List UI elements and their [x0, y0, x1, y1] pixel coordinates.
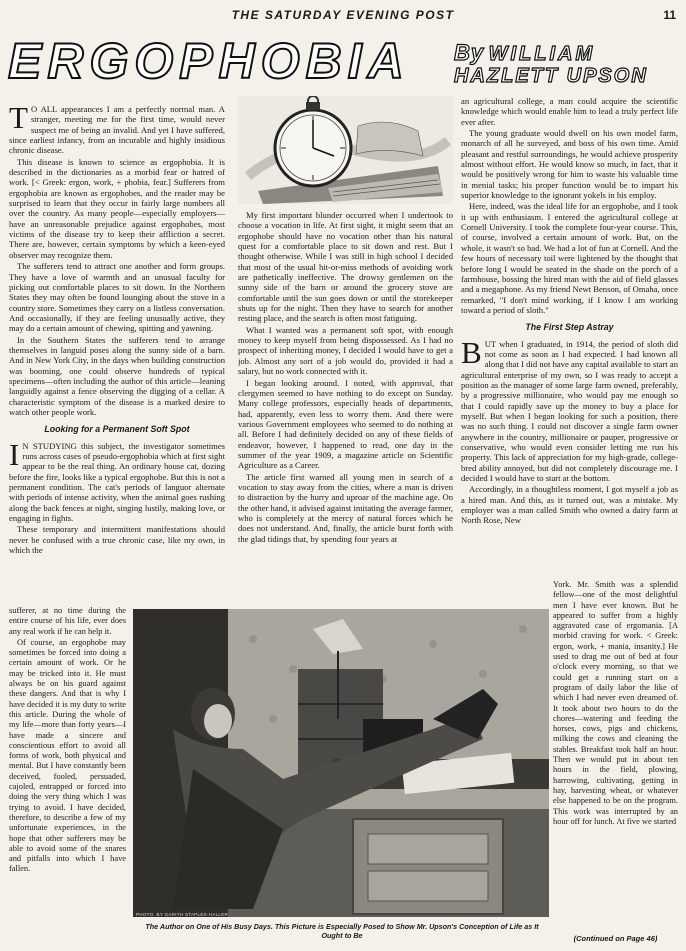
paragraph: What I wanted was a permanent soft spot, with enough money to keep myself from being dispossessed. As I had no prospect of inheriting money, I decided I would have to get a job. Almost any sort of a job would do, provided it had a salary, but no work connected with it.: [238, 324, 453, 377]
author-name-line1: WILLIAM: [488, 43, 596, 65]
publication-name: THE SATURDAY EVENING POST: [231, 8, 455, 22]
photo-caption: The Author on One of His Busy Days. This Picture is Especially Posed to Show Mr. Upson's Conception of Life as It Ought to Be: [145, 922, 539, 940]
column-2: [238, 210, 453, 606]
article-title: ERGOPHOBIA: [8, 33, 410, 89]
drop-cap: T: [9, 104, 28, 135]
paragraph: BUT when I graduated, in 1914, the period of sloth did not come as soon as I had expected. I had known all along that I did not have any capital available to start an agricultural enterprise of my own, so I was ready to accept a position as the manager of some large farm owned, preferably, by a progressive millionaire, who would pay me enough so that I could rapidly save up the money to buy a place for myself. But when I began looking for such a position, there was no such thing. I could not discover a single farm owner anywhere in the country, millionaire or pauper, progressive or conservative, who would even consider letting me run his property. This lack of appreciation for my high-grade, college-bred ability annoyed, but did not completely discourage me. I decided I would have to start at the bottom.: [461, 334, 678, 484]
column-1-lower: [9, 606, 126, 936]
drop-cap: B: [461, 334, 482, 370]
paragraph: York. Mr. Smith was a splendid fellow—one of the most delightful men I have ever known. But he appeared to suffer from a highly aggravated case of ergomania. [A morbid craving for work. < Greek: ergon, work, + mania, insanity.] He used to drag me out of bed at four o'clock every morning, so that we could get a running start on a program of daily labor the like of which I had never even dreamed of. It took about two hours to do the chores—watering and feeding the horses, cows, pigs and chickens, milking the cows and cleaning the stables. Breakfast took half an hour. Then we would put in about ten hours in the field, plowing, harrowing, cultivating, getting in hay, harvesting wheat, or whatever else happened to be on the program. This work was interrupted by an hour off for lunch. At five we started: [553, 580, 678, 826]
paragraph: The article first warned all young men in search of a vocation to stay away from the cities, where a man is driven to distraction by the hurry and uproar of the machine age. On the other hand, it advised against imitating the average farmer, who is completely at the mercy of natural forces which he does not understand. And, finally, the article burst forth with the glad tidings that, by spending four years at: [238, 471, 453, 544]
paragraph: The young graduate would dwell on his own model farm, monarch of all he surveyed, and boss of his own time. Amid pleasant and restful surroundings, he would achieve prosperity almost without effort. He would know so much, in fact, that it would be positively wrong for him to waste his valuable time in menial tasks; his proper function would be to impart his superior knowledge to the ignorant yokels in his employ.: [461, 128, 678, 201]
paragraph: Of course, an ergophobe may sometimes be forced into doing a certain amount of work. Or he may be tricked into it. He must always be on his guard against these dangers. And that is why I have decided it is my duty to write this article. During the whole of my life—more than forty years—I have made a sincere and conscientious effort to avoid all forms of work, both physical and mental. But I have constantly been deceived, fooled, persuaded, cajoled, entrapped or forced into doing the very thing which I was trying to avoid. I have decided, therefore, to describe a few of my unfortunate experiences, in the hope that other sufferers may be able to avoid some of the snares and pitfalls into which I have fallen.: [9, 637, 126, 874]
stopwatch-books-drawing: [238, 96, 453, 204]
paragraph: an agricultural college, a man could acquire the scientific knowledge which would enable him to lead a truly perfect life ever after.: [461, 96, 678, 127]
paragraph: sufferer, at no time during the entire course of his life, ever does any real work if he can help it.: [9, 606, 126, 636]
paragraph: These temporary and intermittent manifestations should never be confused with a true chronic case, like my own, in which the: [9, 524, 225, 556]
column-3-lower: [553, 580, 678, 940]
drop-cap: I: [9, 436, 20, 472]
paragraph: I began looking around. I noted, with approval, that clergymen seemed to have nothing to do except on Sunday. Many college professors, especially heads of departments, had, apparently, even less to worry them. And there were various Government employees who seemed to do nothing at all. Before I had definitely decided on any of these fields of endeavor, however, I happened to read, one day in the summer of the year 1909, a magazine article on Scientific Agriculture as a Career.: [238, 377, 453, 471]
author-at-desk-photo: [133, 609, 549, 917]
byline-by: By: [454, 40, 485, 65]
running-header: [0, 8, 686, 24]
paragraph: The sufferers tend to attract one another and form groups. They have a love of warmth and an unusual faculty for picking out comfortable places to sit down. In the Northern States they may often be found lounging about the stove in a country store. Sometimes they carry on a listless conversation. And occasionally, if they are feeling unusually active, they may do a certain amount of chewing, spitting and yawning.: [9, 261, 225, 334]
author-photograph: [133, 609, 549, 917]
section-subhead: The First Step Astray: [525, 322, 614, 333]
paragraph: I N STUDYING this subject, the investigator sometimes runs across cases of pseudo-ergophobia which at first sight appear to be the real thing. An ordinary house cat, dozing before the fire, looks like a typical ergophobe. But this is not a permanent condition. The cat's periods of languor alternate with periods of intense activity, when the animal goes rushing along the back fences at night, singing lustily, making love, or engaging in fights.: [9, 436, 225, 524]
author-name-line2: HAZLETT UPSON: [454, 65, 648, 87]
stopwatch-illustration: [238, 96, 453, 204]
paragraph: My first important blunder occurred when I undertook to choose a vocation in life. At first sight, it might seem that an ergophobe should have no vocation other than his natural quest for a comfortable place to sit down and rest. But I thought otherwise. While I was still in high school I decided that most of the usual hit-or-miss methods of avoiding work are pathetically ineffective. The drowsy gentlemen on the sunny side of the barn or around the grocery stove are comfortable until the sun goes down or until the storekeeper shuts up for the night. Then they have to search for another resting place, and the search is often most fatiguing.: [238, 210, 453, 324]
paragraph: Accordingly, in a thoughtless moment, I got myself a job as a hired man. And this, as it turned out, was a mistake. My employer was a man called Smith who owned a dairy farm at North Rose, New: [461, 484, 678, 526]
paragraph: T O ALL appearances I am a perfectly normal man. A stranger, meeting me for the first time, would never suspect me of being an invalid. And yet I have suffered, since earliest infancy, from an incurable and highly insidious chronic disease.: [9, 104, 225, 156]
page-number: 11: [663, 8, 676, 22]
paragraph: This disease is known to science as ergophobia. It is described in the dictionaries as a morbid fear or hatred of work. [< Greek: ergon, work, + phobia, fear.] Sufferers from ergophobia are known as ergophobes, and the reader may be surprised to learn that they occur in fairly large numbers all over the country. As many people—especially employers—have an unreasonable prejudice against ergophobes, most victims of the disease try to keep their affliction a secret. There are, however, certain symptoms by which a keen-eyed observer may recognize them.: [9, 156, 225, 260]
column-3: [461, 96, 678, 576]
paragraph: Here, indeed, was the ideal life for an ergophobe, and I took it up with enthusiasm. I entered the agricultural college at Cornell University. I took the complete four-year course. This, of course, involved a certain amount of work. But, on the whole, it wasn't so bad. We had a lot of fun at Cornell. And the few hours of necessary toil were lightened by the thought that before long I would be seated in the shade on the porch of a farmhouse, bossing the hired man with the aid of field glasses and a megaphone. As my friend Newt Benson, of Omaha, once remarked, "I don't mind working, if I know I am working toward a period of sloth.": [461, 201, 678, 315]
continued-note: (Continued on Page 46): [573, 934, 658, 943]
byline: [454, 42, 682, 86]
paragraph: In the Southern States the sufferers tend to arrange themselves in languid poses along the sunny side of a barn. And in New York City, in the days when building construction was booming, one could observe hundreds of typical specimens—often including the author of this article—leaning languidly against a fence observing the digging of a cellar. A characteristic symptom of the disease is a marked desire to watch other people work.: [9, 334, 225, 417]
column-1: [9, 104, 225, 604]
photo-credit: PHOTO. BY GARITH STAPLES-HALLER: [136, 912, 229, 917]
section-subhead: Looking for a Permanent Soft Spot: [44, 424, 190, 435]
